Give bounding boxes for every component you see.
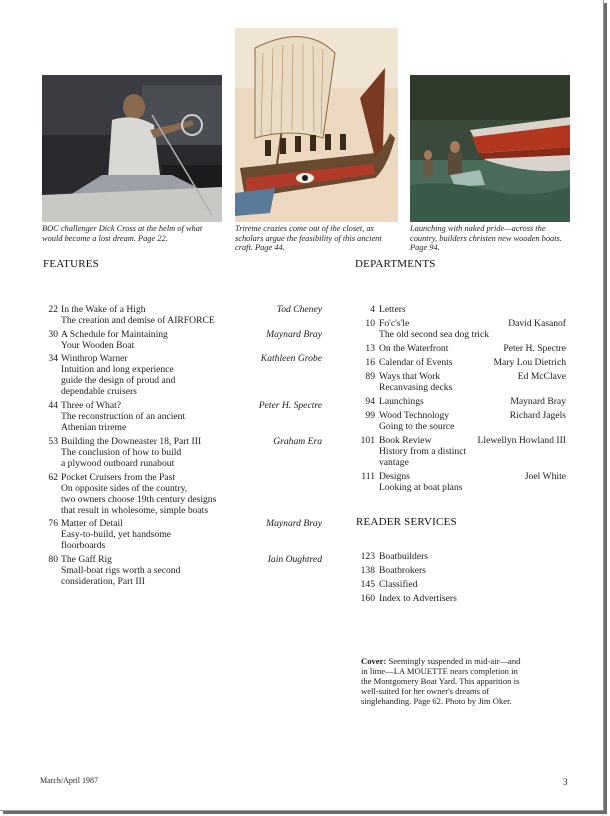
department-page: 101 bbox=[360, 435, 375, 446]
feature-desc: dependable cruisers bbox=[61, 386, 137, 397]
department-page: 4 bbox=[370, 304, 375, 315]
feature-page: 22 bbox=[48, 304, 58, 315]
department-page: 10 bbox=[365, 318, 375, 329]
feature-title: Three of What? bbox=[61, 400, 122, 411]
cover-text: Seemingly suspended in mid-air—and in lime—LA MOUETTE nears completion in the Montgomery Boat Yard. This apparition is well-suited for her owner's dreams of singlehanding. Page 62. Photo by Jim Oker. bbox=[361, 656, 521, 706]
reader-service-page: 145 bbox=[360, 579, 375, 590]
department-page: 94 bbox=[365, 396, 375, 407]
department-author: Maynard Bray bbox=[510, 396, 566, 407]
department-desc: Going to the source bbox=[379, 421, 455, 432]
reader-service-page: 138 bbox=[360, 565, 375, 576]
department-title: Designs bbox=[379, 471, 410, 482]
department-page: 99 bbox=[365, 410, 375, 421]
feature-title: Matter of Detail bbox=[61, 518, 123, 529]
photo-launching-image bbox=[410, 75, 570, 222]
feature-desc: guide the design of proud and bbox=[61, 375, 176, 386]
photo-trireme bbox=[235, 28, 398, 222]
feature-desc: Easy-to-build, yet handsome bbox=[61, 529, 172, 540]
feature-title: A Schedule for Maintaining bbox=[61, 329, 168, 340]
department-desc: The old second sea dog trick bbox=[379, 329, 490, 340]
feature-author: Iain Oughtred bbox=[267, 554, 322, 565]
department-title: Fo'c's'le bbox=[379, 318, 410, 329]
department-author: Joel White bbox=[524, 471, 566, 482]
feature-page: 44 bbox=[48, 400, 58, 411]
department-page: 89 bbox=[365, 371, 375, 382]
feature-desc: two owners choose 19th century designs bbox=[61, 494, 217, 505]
feature-author: Peter H. Spectre bbox=[258, 400, 322, 411]
feature-title: The Gaff Rig bbox=[61, 554, 112, 565]
feature-page: 80 bbox=[48, 554, 58, 565]
feature-desc: On opposite sides of the country, bbox=[61, 483, 188, 494]
departments-heading: DEPARTMENTS bbox=[355, 258, 436, 270]
department-desc: Looking at boat plans bbox=[379, 482, 463, 493]
reader-service-title: Boatbrokers bbox=[379, 565, 426, 576]
department-title: Launchings bbox=[379, 396, 424, 407]
feature-author: Tod Cheney bbox=[276, 304, 322, 315]
feature-page: 30 bbox=[48, 329, 58, 340]
feature-desc: The creation and demise of AIRFORCE bbox=[61, 315, 215, 326]
cover-note bbox=[361, 656, 521, 706]
feature-page: 62 bbox=[48, 472, 58, 483]
cover-label: Cover: bbox=[361, 656, 387, 666]
department-title: Wood Technology bbox=[379, 410, 450, 421]
reader-service-page: 160 bbox=[360, 593, 375, 604]
feature-title: Pocket Cruisers from the Past bbox=[61, 472, 176, 483]
department-author: Llewellyn Howland III bbox=[477, 435, 566, 446]
feature-title: Winthrop Warner bbox=[61, 353, 128, 364]
feature-desc: a plywood outboard runabout bbox=[61, 458, 175, 469]
photo-trireme-caption: Trireme crazies come out of the closet, as scholars argue the feasibility of this ancient craft. Page 44. bbox=[235, 224, 382, 253]
feature-author: Maynard Bray bbox=[266, 329, 322, 340]
feature-desc: The conclusion of how to build bbox=[61, 447, 182, 458]
department-author: Mary Lou Dietrich bbox=[493, 357, 566, 368]
feature-page: 76 bbox=[48, 518, 58, 529]
features-heading: FEATURES bbox=[43, 258, 99, 270]
feature-desc: that result in wholesome, simple boats bbox=[61, 505, 209, 516]
photo-helm bbox=[42, 75, 222, 222]
department-page: 111 bbox=[361, 471, 375, 482]
feature-author: Kathleen Grobe bbox=[260, 353, 322, 364]
page-number: 3 bbox=[563, 777, 568, 787]
department-author: Peter H. Spectre bbox=[503, 343, 566, 354]
reader-service-page: 123 bbox=[360, 551, 375, 562]
department-desc: vantage bbox=[379, 457, 409, 468]
reader-service-title: Index to Advertisers bbox=[379, 593, 457, 604]
photo-launching bbox=[410, 75, 570, 222]
department-page: 13 bbox=[365, 343, 375, 354]
department-title: Letters bbox=[379, 304, 406, 315]
department-title: Calendar of Events bbox=[379, 357, 453, 368]
feature-desc: floorboards bbox=[61, 540, 106, 551]
feature-desc: The reconstruction of an ancient bbox=[61, 411, 186, 422]
feature-desc: Athenian trireme bbox=[61, 422, 127, 433]
issue-date: March/April 1987 bbox=[40, 776, 98, 785]
department-page: 16 bbox=[365, 357, 375, 368]
department-author: David Kasanof bbox=[508, 318, 566, 329]
reader-service-title: Classified bbox=[379, 579, 418, 590]
department-desc: History from a distinct bbox=[379, 446, 467, 457]
reader-service-title: Boatbuilders bbox=[379, 551, 429, 562]
photo-trireme-image bbox=[235, 28, 398, 222]
reader-services-heading: READER SERVICES bbox=[356, 516, 457, 528]
feature-desc: Small-boat rigs worth a second bbox=[61, 565, 181, 576]
department-title: Ways that Work bbox=[379, 371, 441, 382]
department-desc: Recanvasing decks bbox=[379, 382, 453, 393]
department-title: Book Review bbox=[379, 435, 432, 446]
feature-desc: Intuition and long experience bbox=[61, 364, 174, 375]
feature-author: Maynard Bray bbox=[266, 518, 322, 529]
feature-page: 34 bbox=[48, 353, 58, 364]
feature-desc: consideration, Part III bbox=[61, 576, 145, 587]
photo-helm-image bbox=[42, 75, 222, 222]
department-author: Ed McClave bbox=[517, 371, 566, 382]
photo-launching-caption: Launching with naked pride—across the country, builders christen new wooden boats. Page 94. bbox=[410, 224, 562, 253]
feature-author: Graham Era bbox=[273, 436, 322, 447]
feature-title: In the Wake of a High bbox=[61, 304, 146, 315]
feature-page: 53 bbox=[48, 436, 58, 447]
department-author: Richard Jagels bbox=[509, 410, 566, 421]
department-title: On the Waterfront bbox=[379, 343, 449, 354]
feature-title: Building the Downeaster 18, Part III bbox=[61, 436, 202, 447]
feature-desc: Your Wooden Boat bbox=[61, 340, 135, 351]
photo-helm-caption: BOC challenger Dick Cross at the helm of what would become a lost dream. Page 22. bbox=[42, 224, 203, 243]
